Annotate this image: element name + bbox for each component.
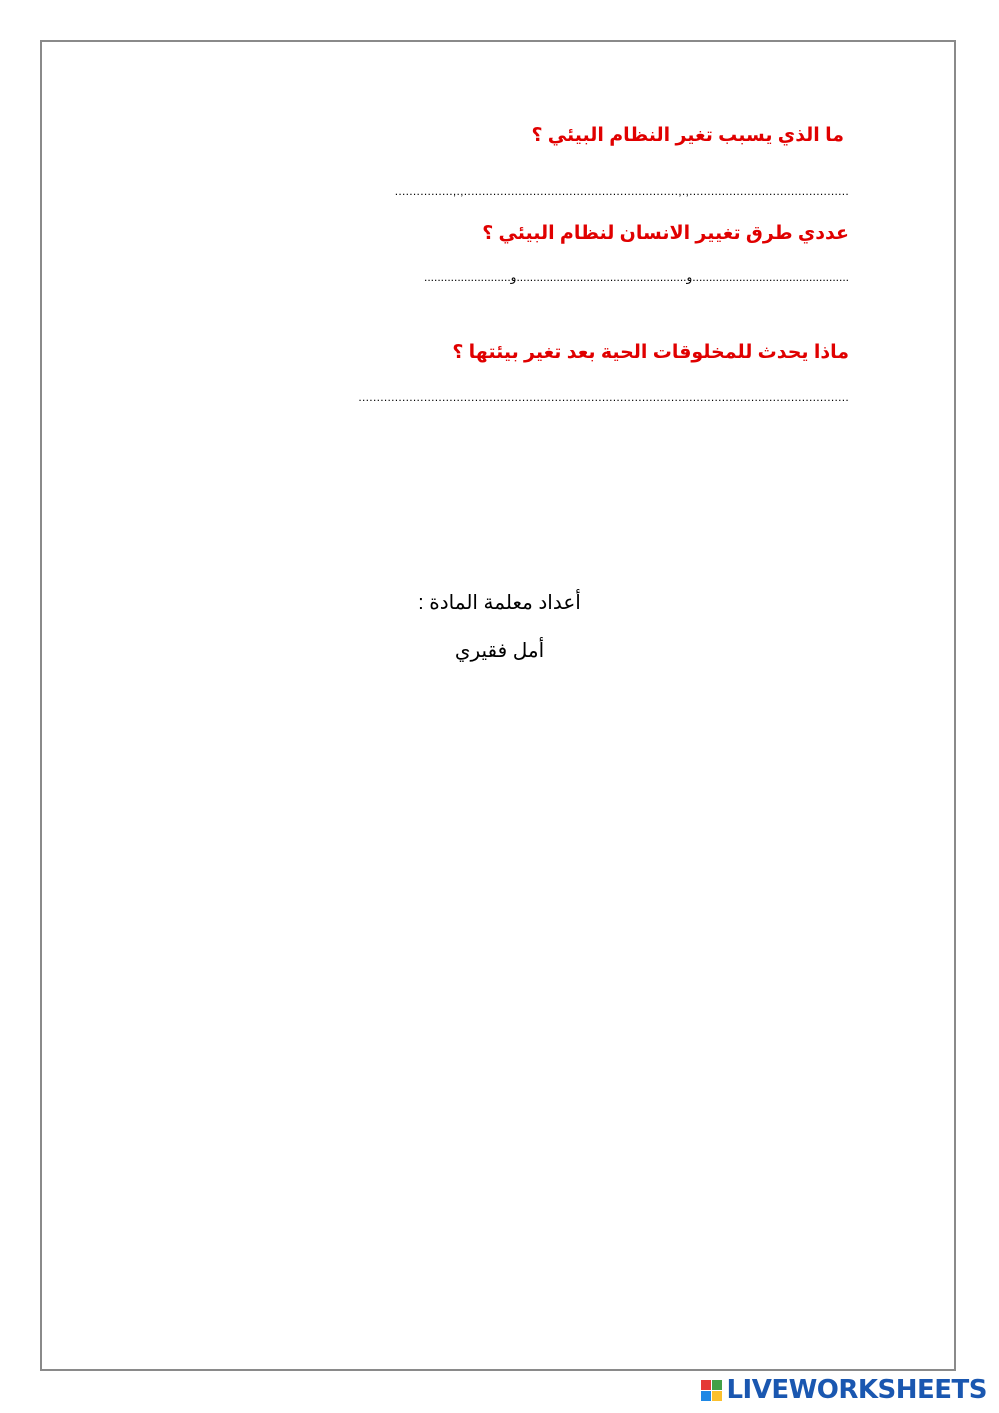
question-2: عددي طرق تغيير الانسان لنظام البيئي ؟ [482,223,849,244]
answer-line-3[interactable]: ....................................................................................................................................... [358,390,849,404]
prepared-by-label: أعداد معلمة المادة : [418,592,581,614]
logo-square-icon [701,1391,711,1401]
liveworksheets-brand[interactable] [701,1375,987,1405]
logo-square-icon [712,1391,722,1401]
logo-square-icon [701,1380,711,1390]
answer-line-1[interactable]: ................,.,...........................................................,.,............................................ [394,184,849,198]
question-1: ما الذي يسبب تغير النظام البيئي ؟ [531,125,844,146]
question-3: ماذا يحدث للمخلوقات الحية بعد تغير بيئتها ؟ [452,342,849,363]
logo-square-icon [712,1380,722,1390]
liveworksheets-wordmark: LIVEWORKSHEETS [726,1375,987,1405]
answer-line-2[interactable]: ..........................و...................................................و............................................... [423,270,849,284]
liveworksheets-logo-icon [701,1380,722,1401]
teacher-name: أمل فقيري [454,640,545,662]
